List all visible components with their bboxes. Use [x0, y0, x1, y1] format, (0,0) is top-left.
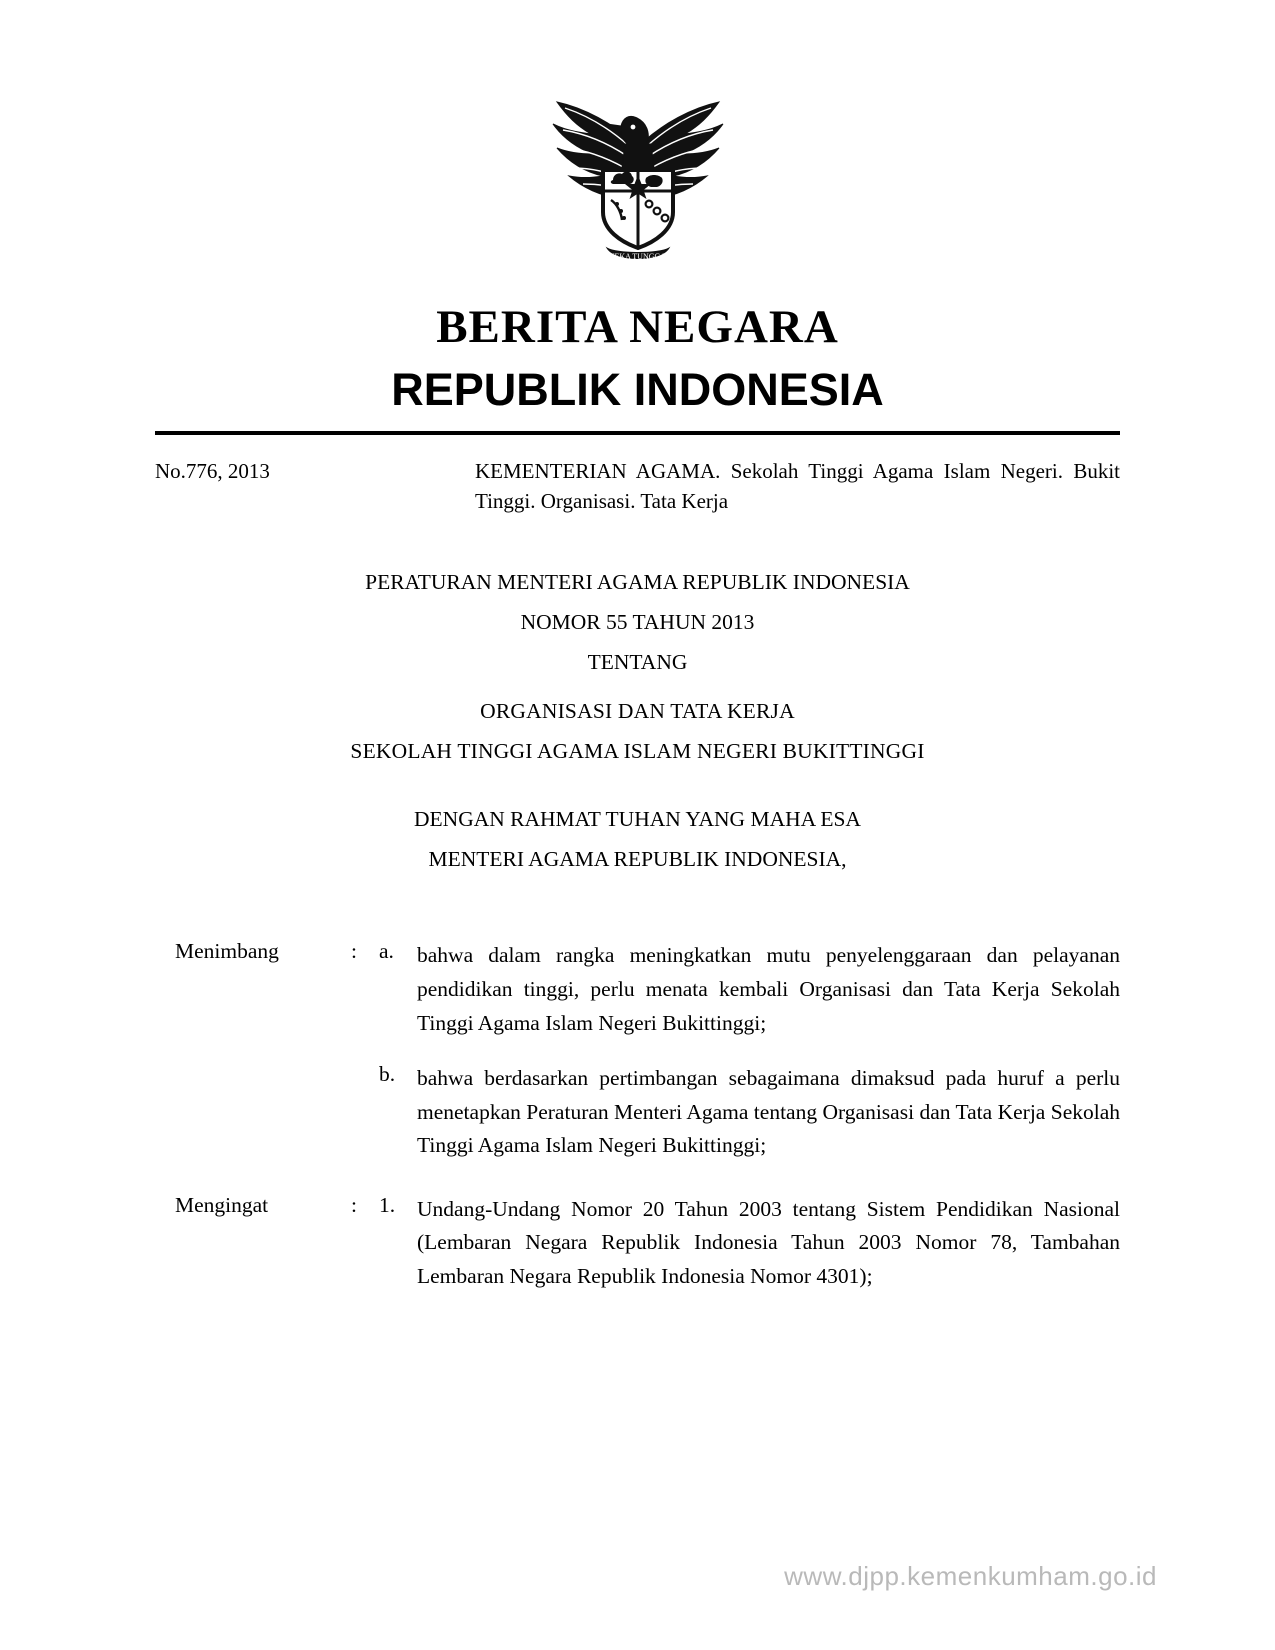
item-text: bahwa dalam rangka meningkatkan mutu penyelenggaraan dan pelayanan pendidikan tinggi, perlu menata kembali Organisasi dan Tata Kerja Sekolah Tinggi Agama Islam Negeri Bukittinggi; — [417, 943, 1120, 1035]
item-marker: 1. — [379, 1192, 396, 1217]
preamble-line-1: DENGAN RAHMAT TUHAN YANG MAHA ESA — [414, 806, 861, 831]
item-text: Undang-Undang Nomor 20 Tahun 2003 tentang Sistem Pendidikan Nasional (Lembaran Negara Republik Indonesia Tahun 2003 Nomor 78, Tambahan Lembaran Negara Republik Indonesia Nomor 4301); — [417, 1196, 1120, 1288]
title-line-1: PERATURAN MENTERI AGAMA REPUBLIK INDONESIA — [365, 570, 910, 595]
title-line-2: NOMOR 55 TAHUN 2013 — [520, 609, 755, 634]
clause-item — [379, 1193, 1120, 1294]
clause-items — [379, 939, 1120, 1162]
header-row — [155, 457, 1120, 517]
regulation-title — [155, 563, 1120, 772]
item-marker: b. — [379, 1062, 396, 1087]
item-marker: a. — [379, 939, 394, 964]
clause-item — [379, 1062, 1120, 1163]
clause-colon: : — [351, 939, 357, 964]
svg-text:BHINNEKA TUNGGAL IKA: BHINNEKA TUNGGAL IKA — [588, 252, 687, 261]
title-line-4: ORGANISASI DAN TATA KERJA — [480, 699, 795, 724]
clause-list — [155, 939, 1120, 1293]
title-line-5: SEKOLAH TINGGI AGAMA ISLAM NEGERI BUKITTINGGI — [350, 739, 925, 764]
clause-label: Mengingat — [175, 1192, 269, 1217]
clause-item — [379, 939, 1120, 1040]
gazette-subject: KEMENTERIAN AGAMA. Sekolah Tinggi Agama Islam Negeri. Bukit Tinggi. Organisasi. Tata Kerja — [475, 459, 1120, 514]
item-text: bahwa berdasarkan pertimbangan sebagaimana dimaksud pada huruf a perlu menetapkan Peraturan Menteri Agama tentang Organisasi dan Tata Kerja Sekolah Tinggi Agama Islam Negeri Bukittinggi; — [417, 1066, 1120, 1158]
emblem-container — [155, 0, 1120, 282]
clause-mengingat — [155, 1193, 1120, 1294]
clause-items — [379, 1193, 1120, 1294]
title-line-3: TENTANG — [587, 649, 688, 674]
gazette-number: No.776, 2013 — [155, 459, 270, 484]
footer-url: www.djpp.kemenkumham.go.id — [784, 1561, 1157, 1591]
masthead-divider — [155, 431, 1120, 435]
preamble — [155, 800, 1120, 880]
clause-colon: : — [351, 1192, 357, 1217]
garuda-pancasila-icon — [533, 72, 743, 282]
masthead-line-2: REPUBLIK INDONESIA — [391, 364, 884, 416]
masthead — [155, 300, 1120, 417]
preamble-line-2: MENTERI AGAMA REPUBLIK INDONESIA, — [428, 846, 847, 871]
clause-menimbang — [155, 939, 1120, 1162]
masthead-line-1: BERITA NEGARA — [436, 301, 839, 353]
clause-label: Menimbang — [175, 939, 279, 964]
